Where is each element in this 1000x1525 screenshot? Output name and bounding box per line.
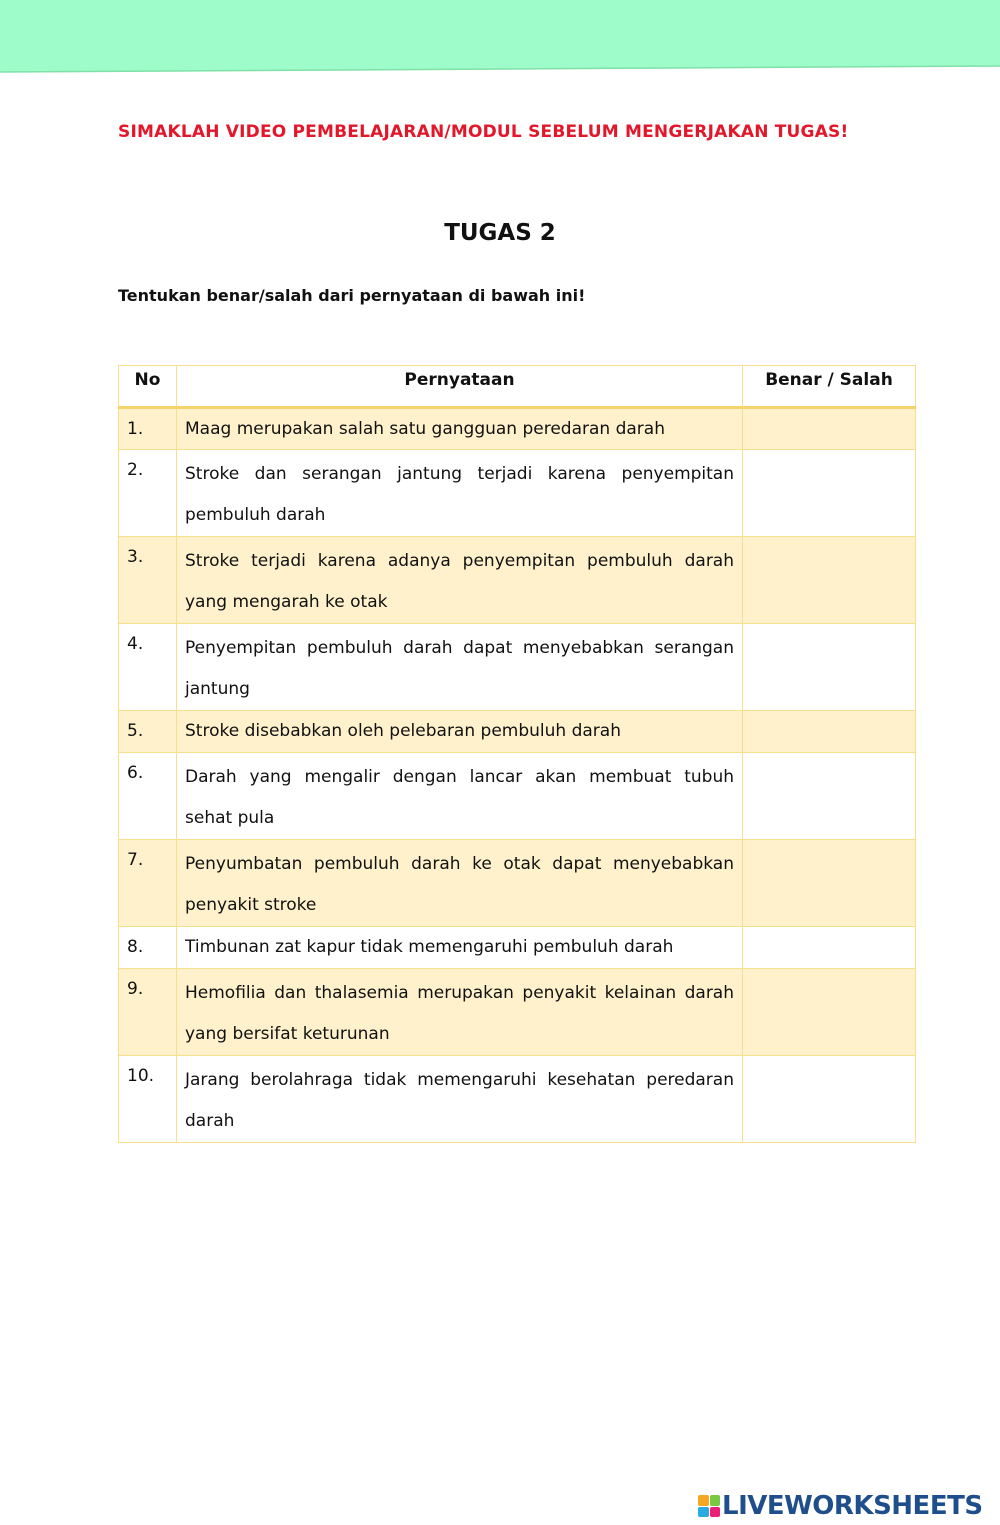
- logo-text: LIVEWORKSHEETS: [722, 1491, 983, 1521]
- answer-input[interactable]: [743, 840, 915, 926]
- table-row: [119, 537, 916, 624]
- liveworksheets-logo: [698, 1488, 983, 1524]
- logo-mark-tile: [710, 1507, 721, 1518]
- answer-cell[interactable]: [743, 840, 916, 927]
- row-statement: Timbunan zat kapur tidak memengaruhi pembuluh darah: [177, 927, 743, 969]
- table-row: [119, 1056, 916, 1143]
- table-row: [119, 711, 916, 753]
- header-no: No: [119, 366, 177, 408]
- row-number: 7.: [119, 840, 177, 927]
- row-number: 5.: [119, 711, 177, 753]
- row-statement: Penyempitan pembuluh darah dapat menyebabkan serangan jantung: [177, 624, 743, 711]
- row-statement: Stroke dan serangan jantung terjadi karena penyempitan pembuluh darah: [177, 450, 743, 537]
- table-header-row: [119, 366, 916, 408]
- row-number: 8.: [119, 927, 177, 969]
- answer-input[interactable]: [743, 537, 915, 623]
- header-answer: Benar / Salah: [743, 366, 916, 408]
- answer-input[interactable]: [743, 450, 915, 536]
- instruction-text: SIMAKLAH VIDEO PEMBELAJARAN/MODUL SEBELUM MENGERJAKAN TUGAS!: [118, 122, 849, 142]
- answer-input[interactable]: [743, 409, 915, 449]
- row-statement: Jarang berolahraga tidak memengaruhi kesehatan peredaran darah: [177, 1056, 743, 1143]
- answer-input[interactable]: [743, 927, 915, 968]
- answer-input[interactable]: [743, 711, 915, 752]
- header-band: [0, 0, 1000, 74]
- answer-input[interactable]: [743, 624, 915, 710]
- answer-cell[interactable]: [743, 711, 916, 753]
- answer-cell[interactable]: [743, 537, 916, 624]
- logo-mark-icon: [698, 1495, 720, 1517]
- answer-cell[interactable]: [743, 969, 916, 1056]
- row-statement: Penyumbatan pembuluh darah ke otak dapat menyebabkan penyakit stroke: [177, 840, 743, 927]
- answer-input[interactable]: [743, 1056, 915, 1142]
- row-number: 1.: [119, 408, 177, 450]
- answer-cell[interactable]: [743, 927, 916, 969]
- row-number: 4.: [119, 624, 177, 711]
- logo-mark-tile: [698, 1495, 709, 1506]
- task-subtitle: Tentukan benar/salah dari pernyataan di bawah ini!: [118, 286, 586, 305]
- answer-cell[interactable]: [743, 624, 916, 711]
- table-row: [119, 969, 916, 1056]
- table-row: [119, 927, 916, 969]
- logo-mark-tile: [710, 1495, 721, 1506]
- page-title: TUGAS 2: [444, 220, 556, 246]
- header-statement: Pernyataan: [177, 366, 743, 408]
- row-statement: Darah yang mengalir dengan lancar akan membuat tubuh sehat pula: [177, 753, 743, 840]
- row-number: 9.: [119, 969, 177, 1056]
- table-row: [119, 840, 916, 927]
- statements-table: [118, 365, 916, 1143]
- row-statement: Hemofilia dan thalasemia merupakan penyakit kelainan darah yang bersifat keturunan: [177, 969, 743, 1056]
- answer-cell[interactable]: [743, 450, 916, 537]
- answer-cell[interactable]: [743, 1056, 916, 1143]
- header-band-shape: [0, 0, 1000, 74]
- table-row: [119, 624, 916, 711]
- answer-cell[interactable]: [743, 408, 916, 450]
- answer-cell[interactable]: [743, 753, 916, 840]
- row-statement: Stroke disebabkan oleh pelebaran pembuluh darah: [177, 711, 743, 753]
- row-number: 3.: [119, 537, 177, 624]
- row-number: 10.: [119, 1056, 177, 1143]
- table-row: [119, 450, 916, 537]
- table-row: [119, 753, 916, 840]
- row-number: 6.: [119, 753, 177, 840]
- table-row: [119, 408, 916, 450]
- answer-input[interactable]: [743, 753, 915, 839]
- row-number: 2.: [119, 450, 177, 537]
- answer-input[interactable]: [743, 969, 915, 1055]
- logo-mark-tile: [698, 1507, 709, 1518]
- row-statement: Maag merupakan salah satu gangguan peredaran darah: [177, 408, 743, 450]
- row-statement: Stroke terjadi karena adanya penyempitan pembuluh darah yang mengarah ke otak: [177, 537, 743, 624]
